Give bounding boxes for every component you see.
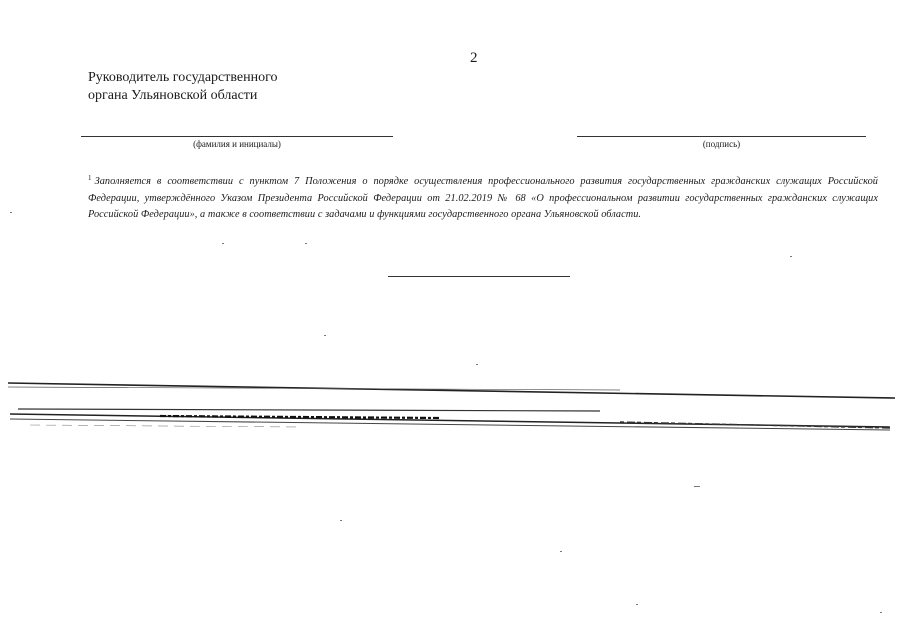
scan-speck: [324, 335, 326, 336]
footnote: [88, 170, 878, 224]
scan-speck: [636, 604, 638, 605]
signature-line: [577, 136, 866, 137]
scan-speck: [10, 212, 12, 213]
name-caption: (фамилия и инициалы): [193, 139, 281, 149]
name-signature-line: [81, 136, 393, 137]
scan-speck: [694, 486, 700, 487]
signer-title-line-2: органа Ульяновской области: [88, 88, 258, 103]
scan-speck: [476, 364, 478, 365]
scan-speck: [790, 256, 792, 257]
scan-artifact-line: [8, 383, 895, 398]
scan-artifact-band: [0, 378, 905, 438]
scan-artifact-line: [30, 425, 300, 427]
scan-speck: [340, 520, 342, 521]
signature-caption: (подпись): [702, 139, 741, 149]
footnote-end-rule: [388, 276, 570, 277]
page-number: 2: [470, 50, 478, 66]
signer-title-line-1: Руководитель государственного: [88, 70, 278, 85]
footnote-text: Заполняется в соответствии с пунктом 7 Положения о порядке осуществления профессионального развития государственных гражданских служащих Российской Федерации, утверждённого Указом Президента Российской Федерации от 21.02.2019 № 68 «О профессиональном развитии государственных гражданских служащих Российской Федерации», а также в соответствии с задачами и функциями государственного органа Ульяновской области.: [88, 176, 878, 220]
footnote-marker: 1: [88, 174, 92, 182]
scan-speck: [222, 243, 224, 244]
scan-artifact-line: [18, 409, 600, 411]
scan-speck: [305, 243, 307, 244]
scan-speck: [560, 551, 562, 552]
scan-artifact-line: [160, 416, 440, 418]
scan-speck: [880, 612, 882, 613]
signer-title: [88, 69, 278, 105]
